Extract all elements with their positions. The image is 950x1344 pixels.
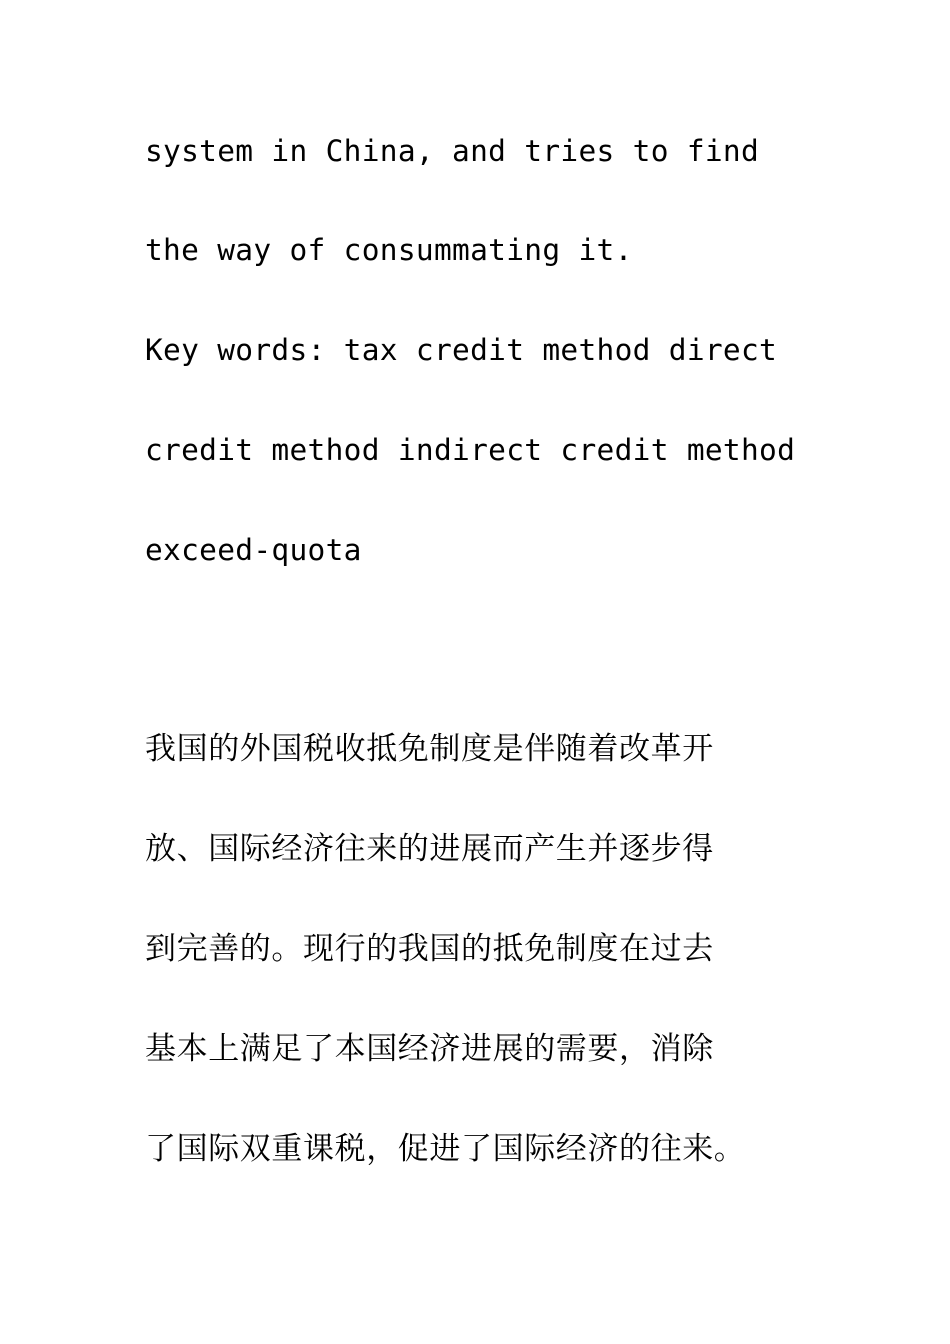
body-paragraph-line: 了国际双重课税，促进了国际经济的往来。 bbox=[145, 1131, 746, 1167]
body-paragraph-line: 到完善的。现行的我国的抵免制度在过去 bbox=[145, 931, 714, 967]
body-paragraph-line: 基本上满足了本国经济进展的需要，消除 bbox=[145, 1031, 714, 1067]
body-paragraph-line: 放、国际经济往来的进展而产生并逐步得 bbox=[145, 831, 714, 867]
keywords-line: exceed-quota bbox=[145, 533, 362, 567]
abstract-line: the way of consummating it. bbox=[145, 233, 633, 267]
body-paragraph-line: 我国的外国税收抵免制度是伴随着改革开 bbox=[145, 731, 714, 767]
keywords-line: Key words: tax credit method direct bbox=[145, 333, 778, 367]
keywords-line: credit method indirect credit method bbox=[145, 433, 796, 467]
abstract-line: system in China, and tries to find bbox=[145, 134, 760, 168]
